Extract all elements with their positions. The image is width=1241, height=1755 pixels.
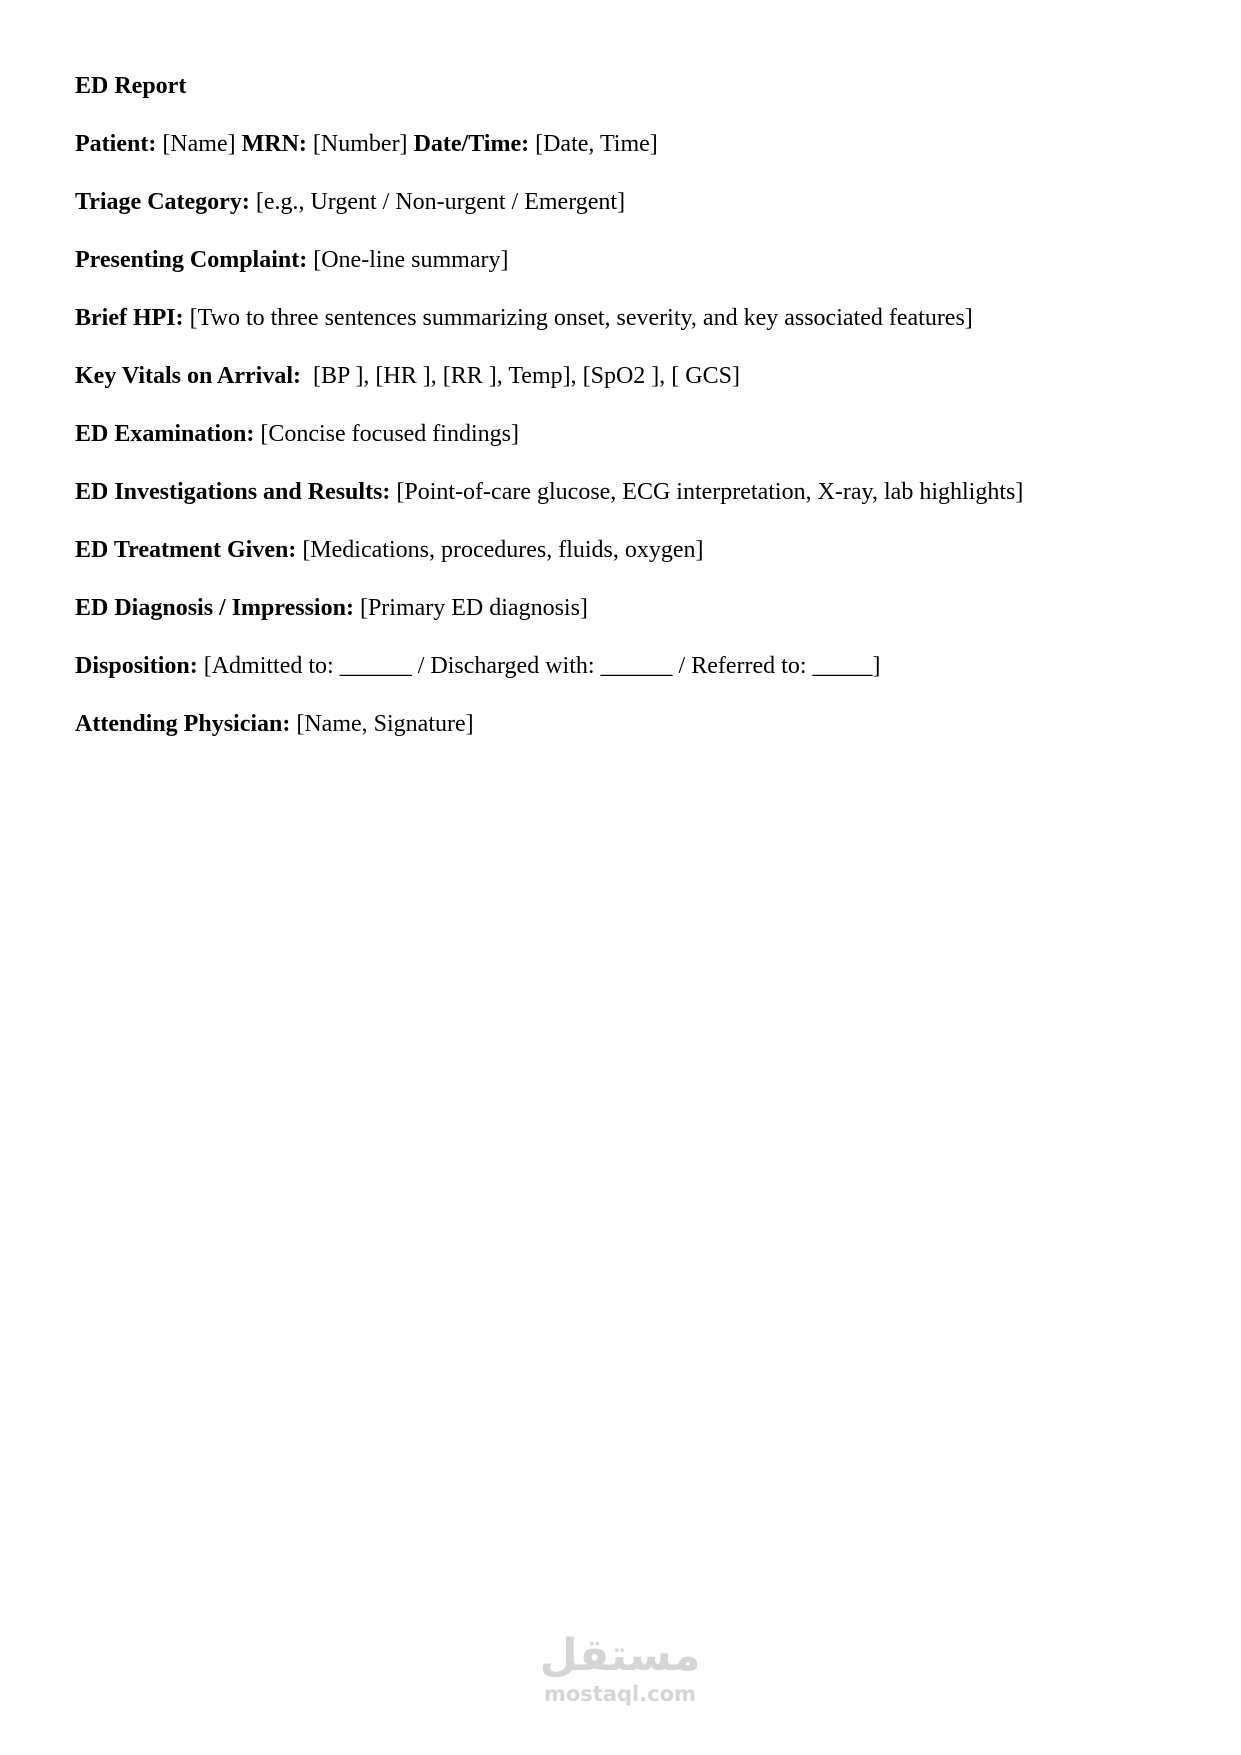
hpi-line [75, 302, 1175, 334]
hpi-value: [Two to three sentences summarizing onset, severity, and key associated features] [183, 305, 973, 331]
investigations-line [75, 476, 1175, 508]
triage-line [75, 186, 1175, 218]
disposition-label: Disposition: [75, 653, 198, 679]
diagnosis-label: ED Diagnosis / Impression: [75, 595, 354, 621]
report-body [75, 70, 1175, 766]
triage-label: Triage Category: [75, 189, 250, 215]
datetime-label: Date/Time: [413, 131, 530, 157]
mrn-label: MRN: [241, 131, 307, 157]
disposition-line [75, 650, 1175, 682]
diagnosis-line [75, 592, 1175, 624]
patient-value: [Name] [156, 131, 242, 157]
complaint-label: Presenting Complaint: [75, 247, 308, 273]
report-title: ED Report [75, 73, 187, 99]
triage-value: [e.g., Urgent / Non-urgent / Emergent] [249, 189, 626, 215]
physician-label: Attending Physician: [75, 711, 291, 737]
complaint-line [75, 244, 1175, 276]
physician-line [75, 708, 1175, 740]
vitals-line [75, 360, 1175, 392]
treatment-line [75, 534, 1175, 566]
investigations-value: [Point-of-care glucose, ECG interpretation, X-ray, lab highlights] [390, 479, 1024, 505]
investigations-label: ED Investigations and Results: [75, 479, 391, 505]
disposition-value: [Admitted to: ______ / Discharged with: ______ / Referred to: _____] [197, 653, 881, 679]
vitals-label: Key Vitals on Arrival: [75, 363, 301, 389]
watermark-arabic-text: مستقل [539, 1630, 701, 1681]
examination-line [75, 418, 1175, 450]
patient-line [75, 128, 1175, 160]
treatment-value: [Medications, procedures, fluids, oxygen] [296, 537, 704, 563]
treatment-label: ED Treatment Given: [75, 537, 297, 563]
mrn-value: [Number] [306, 131, 414, 157]
examination-value: [Concise focused findings] [254, 421, 519, 447]
patient-label: Patient: [75, 131, 157, 157]
datetime-value: [Date, Time] [529, 131, 658, 157]
physician-value: [Name, Signature] [290, 711, 474, 737]
watermark-latin-text: mostaql.com [544, 1682, 696, 1706]
complaint-value: [One-line summary] [307, 247, 509, 273]
hpi-label: Brief HPI: [75, 305, 184, 331]
diagnosis-value: [Primary ED diagnosis] [353, 595, 588, 621]
examination-label: ED Examination: [75, 421, 255, 447]
vitals-value: [BP ], [HR ], [RR ], Temp], [SpO2 ], [ GCS] [300, 363, 740, 389]
mostaql-watermark [520, 1630, 720, 1730]
